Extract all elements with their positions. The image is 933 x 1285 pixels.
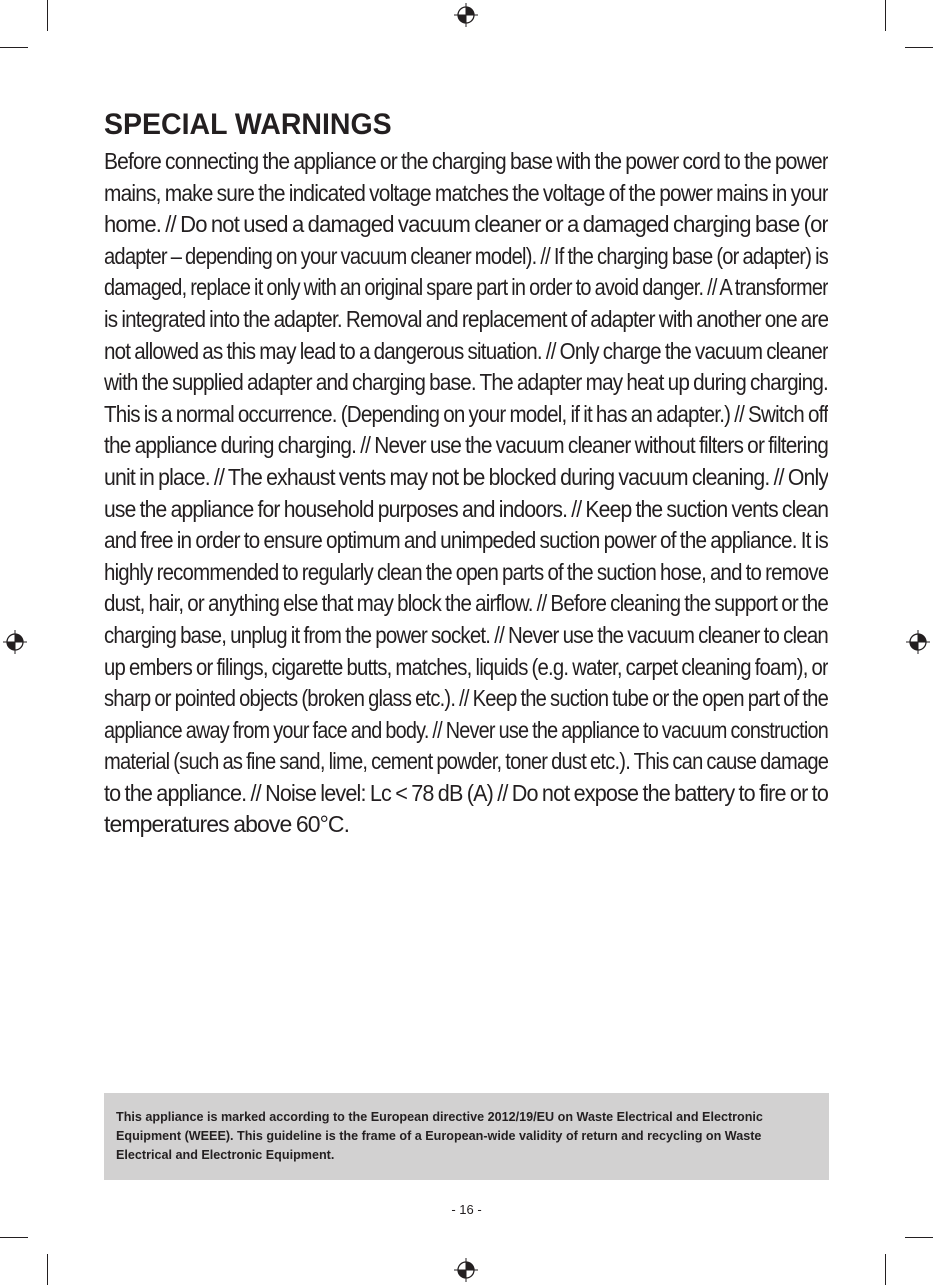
crop-mark <box>905 47 933 48</box>
text-line: This is a normal occurrence. (Depending on your model, if it has an adapter.) // Switch off <box>104 400 828 427</box>
text-line: use the appliance for household purposes and indoors. // Keep the suction vents clean <box>104 495 828 522</box>
text-line: unit in place. // The exhaust vents may not be blocked during vacuum cleaning. // Only <box>104 463 828 490</box>
page-title: SPECIAL WARNINGS <box>104 108 392 141</box>
text-line: appliance away from your face and body. // Never use the appliance to vacuum construction <box>104 716 828 743</box>
crop-mark <box>905 1237 933 1238</box>
crop-mark <box>885 0 886 31</box>
text-line: home. // Do not used a damaged vacuum cleaner or a damaged charging base (or <box>104 211 828 238</box>
text-line: Before connecting the appliance or the charging base with the power cord to the power <box>104 148 828 174</box>
crop-mark <box>47 1254 48 1285</box>
registration-mark-icon <box>905 629 931 655</box>
warnings-paragraph <box>104 146 828 841</box>
text-line: is integrated into the adapter. Removal and replacement of adapter with another one are <box>104 305 828 332</box>
text-line: not allowed as this may lead to a dangerous situation. // Only charge the vacuum cleaner <box>104 337 828 364</box>
text-line: temperatures above 60°C. <box>104 811 350 838</box>
weee-notice-box <box>104 1093 829 1180</box>
registration-mark-icon <box>2 629 28 655</box>
text-line: sharp or pointed objects (broken glass etc.). // Keep the suction tube or the open part of the <box>104 685 828 712</box>
text-line: up embers or filings, cigarette butts, matches, liquids (e.g. water, carpet cleaning foam), or <box>104 653 828 680</box>
text-line: to the appliance. // Noise level: Lc < 78 dB (A) // Do not expose the battery to fire or to <box>104 779 828 806</box>
text-line: mains, make sure the indicated voltage matches the voltage of the power mains in your <box>104 179 828 206</box>
text-line: the appliance during charging. // Never use the vacuum cleaner without filters or filtering <box>104 432 828 459</box>
text-line: and free in order to ensure optimum and unimpeded suction power of the appliance. It is <box>104 527 828 554</box>
weee-notice-text: This appliance is marked according to the European directive 2012/19/EU on Waste Electrical and Electronic Equipment (WEEE). This guideline is the frame of a European-wide validity of return and recycling on Waste Electrical and Electronic Equipment. <box>116 1110 763 1162</box>
text-line: highly recommended to regularly clean the open parts of the suction hose, and to remove <box>104 558 828 585</box>
text-line: material (such as fine sand, lime, cement powder, toner dust etc.). This can cause damage <box>104 748 828 775</box>
registration-mark-icon <box>453 2 479 28</box>
crop-mark <box>47 0 48 31</box>
text-line: damaged, replace it only with an original spare part in order to avoid danger. // A transformer <box>104 274 828 301</box>
text-line: with the supplied adapter and charging base. The adapter may heat up during charging. <box>104 369 828 396</box>
crop-mark <box>885 1254 886 1285</box>
text-line: charging base, unplug it from the power socket. // Never use the vacuum cleaner to clean <box>104 621 828 648</box>
text-line: dust, hair, or anything else that may block the airflow. // Before cleaning the support or the <box>104 590 828 617</box>
crop-mark <box>0 47 28 48</box>
page-number: - 16 - <box>451 1202 482 1217</box>
text-line: adapter – depending on your vacuum cleaner model). // If the charging base (or adapter) is <box>104 242 828 269</box>
crop-mark <box>0 1237 28 1238</box>
registration-mark-icon <box>453 1257 479 1283</box>
